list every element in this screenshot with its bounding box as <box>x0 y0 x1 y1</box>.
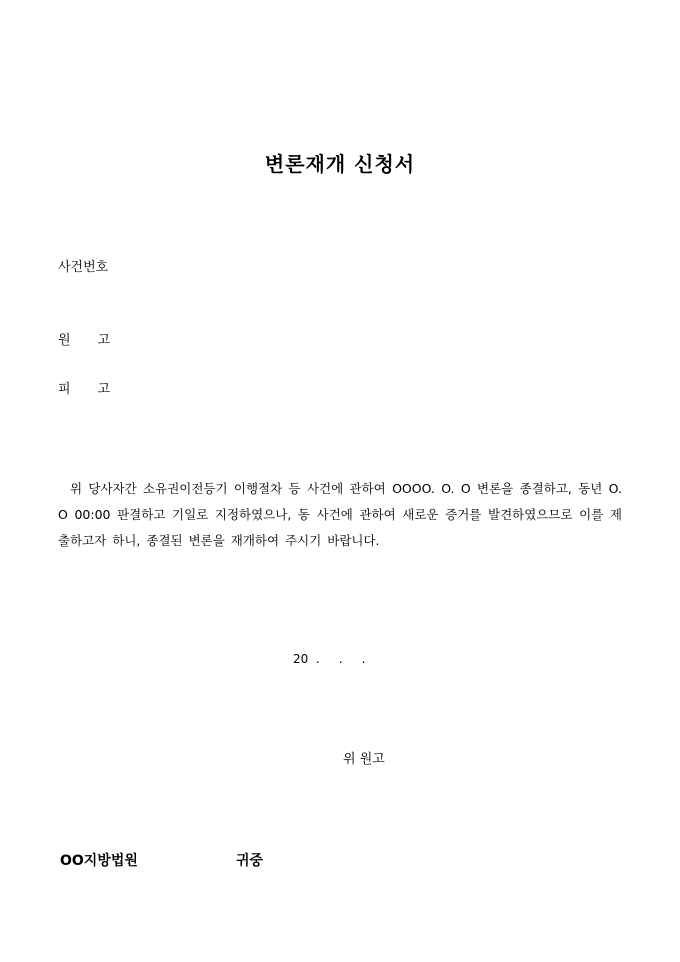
recipient-label: 귀중 <box>236 853 264 869</box>
plaintiff-label-part-1: 원 <box>58 333 71 348</box>
defendant-label <box>58 378 110 397</box>
defendant-label-part-2: 고 <box>97 382 110 397</box>
plaintiff-field <box>58 329 110 348</box>
date-line: 20 . . . <box>293 652 366 666</box>
case-number-label: 사건번호 <box>58 260 109 275</box>
signer-line: 위 원고 <box>343 752 385 767</box>
document-title: 변론재개 신청서 <box>264 152 416 176</box>
case-number-field <box>58 256 108 275</box>
defendant-field <box>58 378 110 397</box>
court-name: OO지방법원 <box>60 853 138 869</box>
petition-body: 위 당사자간 소유권이전등기 이행절차 등 사건에 관하여 OOOO. O. O 변론을 종결하고, 동년 O. O 00:00 판결하고 기일로 지정하였으나, 동 사건에 관하여 새로운 증거를 발견하였으므로 이를 제출하고자 하니, 종결된 변론을 재개하여 주시기 바랍니다. <box>58 481 622 548</box>
defendant-label-part-1: 피 <box>58 382 71 397</box>
plaintiff-label <box>58 329 110 348</box>
plaintiff-label-part-2: 고 <box>97 333 110 348</box>
